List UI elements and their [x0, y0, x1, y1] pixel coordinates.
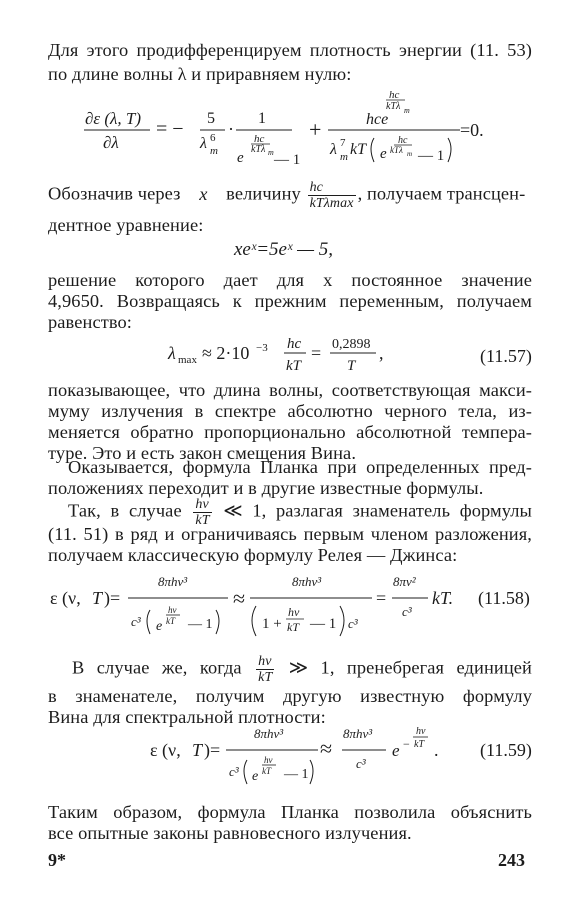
svg-text:λ: λ: [168, 343, 176, 363]
paragraph-line: [72, 654, 532, 685]
paragraph-line: туре. Это и есть закон смещения Вина.: [48, 443, 357, 463]
svg-text:— 1: — 1: [310, 616, 337, 632]
svg-text:m: m: [340, 151, 348, 163]
svg-text:8πhν³: 8πhν³: [292, 574, 322, 589]
svg-text:hc: hc: [254, 133, 265, 145]
svg-text:— 1: — 1: [274, 152, 301, 168]
svg-text:8πhν³: 8πhν³: [158, 574, 188, 589]
svg-text:∂ε (λ, T): ∂ε (λ, T): [85, 109, 141, 128]
svg-text:−3: −3: [256, 342, 268, 354]
svg-text:— 1: — 1: [418, 148, 445, 164]
svg-text:e: e: [237, 150, 244, 166]
svg-text:— 1: — 1: [188, 617, 213, 632]
svg-text:kTλ: kTλ: [251, 144, 266, 155]
svg-text:T: T: [92, 588, 103, 608]
inline-fraction-hc: [308, 180, 356, 211]
svg-text:kTλ: kTλ: [390, 145, 403, 155]
svg-text:kT: kT: [166, 616, 175, 626]
svg-text:c³: c³: [131, 614, 141, 629]
paragraph-line: по длине волны λ и приравняем нулю:: [48, 64, 352, 84]
text-span: , получаем трансцен-: [357, 183, 526, 204]
svg-text:6: 6: [210, 132, 216, 144]
svg-text:e: e: [252, 769, 259, 784]
svg-text:.: .: [434, 740, 439, 760]
paragraph-line: Таким образом, формула Планка позволила объяснить: [48, 802, 532, 822]
svg-text:T: T: [347, 358, 356, 374]
svg-text:kT: kT: [350, 141, 366, 158]
paragraph-line: Вина для спектральной плотности:: [48, 707, 326, 727]
equation-number: (11.57): [480, 346, 532, 366]
svg-text:·: ·: [228, 119, 234, 139]
svg-text:+: +: [309, 117, 322, 142]
svg-text:c³: c³: [229, 764, 239, 779]
paragraph-line: равенство:: [48, 312, 133, 332]
svg-text:hc: hc: [287, 336, 302, 352]
svg-text:kTλ: kTλ: [386, 101, 401, 112]
fraction-denominator: kT: [195, 513, 210, 528]
paragraph-line: муму излучения в спектре абсолютно черного тела, из-: [48, 401, 532, 421]
svg-text:e: e: [156, 619, 163, 634]
svg-text:e: e: [380, 146, 387, 162]
paragraph-line: 4,9650. Возвращаясь к прежним переменным, получаем: [48, 291, 532, 311]
svg-text:,: ,: [379, 343, 384, 363]
paragraph-line: все опытные законы равновесного излучения.: [48, 823, 412, 843]
svg-text:m: m: [268, 148, 274, 157]
svg-text:5: 5: [207, 110, 215, 127]
svg-text:hc: hc: [398, 135, 408, 146]
svg-text:)=: )=: [104, 588, 121, 608]
paragraph-line: Для этого продифференцируем плотность энергии (11. 53): [48, 40, 532, 60]
paragraph-line: (11. 51) в ряд и ограничиваясь первым членом разложения,: [48, 524, 532, 544]
svg-text:c³: c³: [356, 756, 366, 771]
fraction-numerator: hc: [308, 180, 356, 196]
svg-text:≈: ≈: [320, 736, 333, 761]
svg-text:kT.: kT.: [432, 588, 454, 608]
svg-text:— 1: — 1: [284, 767, 309, 782]
svg-text:≈ 2·10: ≈ 2·10: [202, 343, 250, 363]
svg-text:hν: hν: [416, 726, 426, 737]
svg-text:e: e: [392, 741, 400, 760]
svg-text:kT: kT: [262, 766, 271, 776]
paragraph-line: меняется обратно пропорционально абсолютной темпера-: [48, 422, 532, 442]
text-span: В случае же, когда: [72, 657, 242, 678]
paragraph-line: решение которого дает для x постоянное значение: [48, 270, 532, 290]
equation-number: (11.59): [480, 740, 532, 760]
svg-text:kT: kT: [414, 739, 424, 750]
svg-text:kT: kT: [287, 620, 299, 634]
text-span: Обозначив через: [48, 183, 181, 204]
svg-text:1 +: 1 +: [262, 616, 282, 632]
text-span: ≪ 1, разлагая знаменатель формулы: [223, 500, 533, 521]
svg-text:λ: λ: [200, 135, 207, 152]
svg-text:8πhν³: 8πhν³: [343, 726, 373, 741]
svg-text:∂λ: ∂λ: [103, 133, 119, 152]
svg-text:ε (ν,: ε (ν,: [150, 740, 181, 760]
wien-constant: 0,2898: [332, 337, 371, 352]
paragraph-line: дентное уравнение:: [48, 215, 204, 235]
paragraph-line: Оказывается, формула Планка при определенных пред-: [68, 457, 532, 477]
variable-x: x: [199, 183, 208, 204]
svg-text:= −: = −: [156, 118, 184, 140]
text-span: Так, в случае: [68, 500, 182, 521]
equation-number: (11.58): [478, 588, 530, 608]
svg-text:ε (ν,: ε (ν,: [50, 588, 81, 608]
svg-text:7: 7: [340, 137, 346, 149]
fraction-numerator: hν: [256, 654, 274, 670]
svg-text:=0.: =0.: [460, 120, 484, 140]
signature-mark: 9*: [48, 850, 66, 870]
svg-text:−: −: [403, 737, 410, 751]
svg-text:1: 1: [258, 110, 266, 127]
page-number: 243: [498, 850, 525, 870]
text-span: ≫ 1, пренебрегая единицей: [288, 657, 532, 678]
svg-text:c³: c³: [402, 604, 412, 619]
svg-text:hν: hν: [168, 605, 177, 615]
fraction-denominator: kT: [258, 670, 273, 685]
svg-text:hν: hν: [288, 605, 300, 619]
svg-text:8πν²: 8πν²: [393, 574, 416, 589]
paragraph-line: в знаменателе, получим другую известную формулу: [48, 686, 532, 706]
svg-text:λ: λ: [330, 141, 337, 158]
svg-text:hν: hν: [264, 755, 273, 765]
svg-text:m: m: [407, 150, 413, 158]
fraction-denominator: kTλmax: [309, 196, 354, 211]
svg-text:=: =: [376, 588, 387, 608]
svg-text:m: m: [404, 106, 410, 115]
paragraph-line: показывающее, что длина волны, соответствующая макси-: [48, 380, 532, 400]
svg-text:hc: hc: [389, 89, 400, 101]
inline-fraction-hv-kT: [256, 654, 274, 685]
paragraph-line: положениях переходит и в другие известные формулы.: [48, 478, 484, 498]
svg-text:)=: )=: [204, 740, 221, 760]
equation-derivative: [0, 86, 578, 172]
equation-transcendental: xeˣ=5eˣ — 5,: [234, 239, 333, 260]
paragraph-line: получаем классическую формулу Релея — Джинса:: [48, 545, 458, 565]
svg-text:=: =: [311, 343, 322, 363]
svg-text:m: m: [210, 145, 218, 157]
fraction-numerator: hν: [193, 497, 211, 513]
svg-text:8πhν³: 8πhν³: [254, 726, 284, 741]
svg-text:hce: hce: [366, 111, 389, 128]
text-span: величину: [226, 183, 301, 204]
svg-text:T: T: [192, 740, 203, 760]
svg-text:c³: c³: [348, 616, 358, 631]
svg-text:max: max: [178, 354, 197, 366]
svg-text:kT: kT: [286, 358, 301, 374]
equation-derivative-svg: [0, 86, 578, 172]
svg-text:≈: ≈: [233, 586, 246, 611]
paragraph-line: [48, 180, 532, 211]
